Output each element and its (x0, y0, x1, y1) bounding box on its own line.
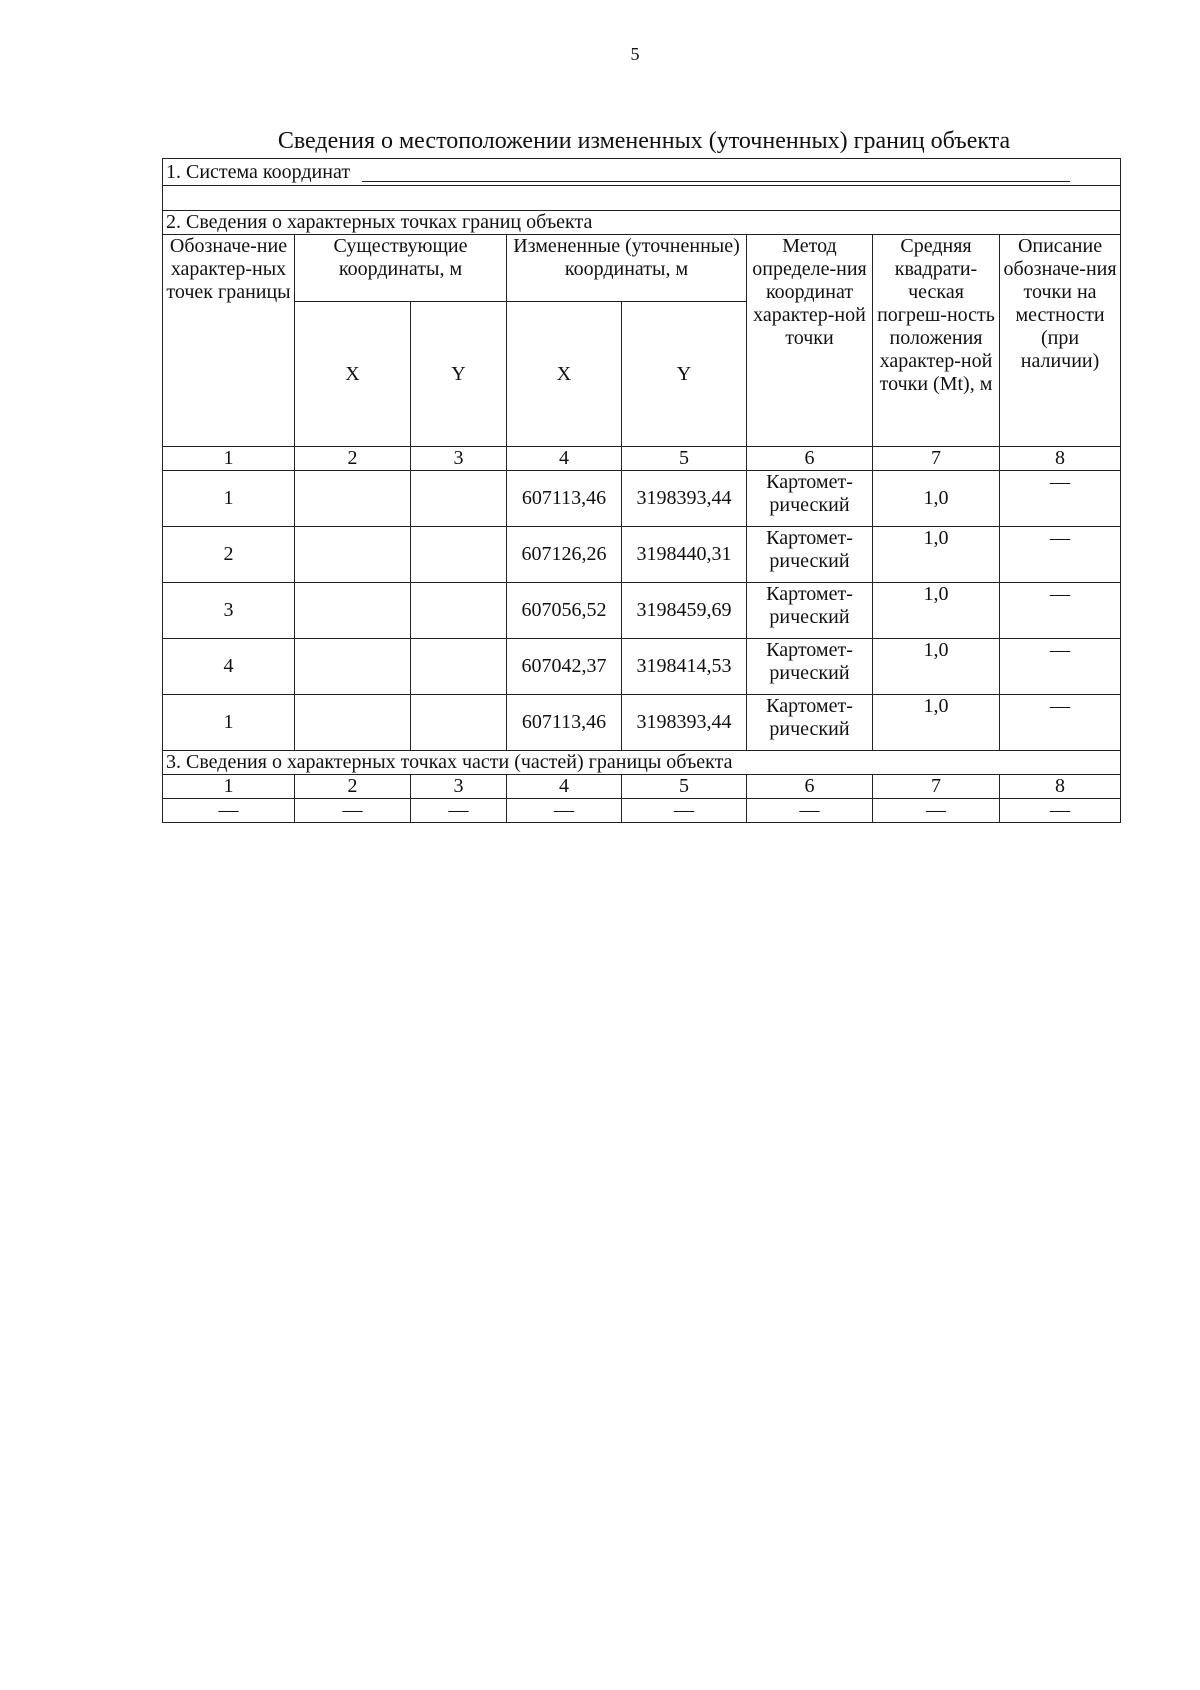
point-designation: 1 (163, 471, 295, 527)
point-designation: 1 (163, 695, 295, 751)
existing-x-cell (295, 527, 411, 583)
header-designation: Обозначе-ние характер-ных точек границы (163, 235, 295, 447)
changed-y-cell: 3198440,31 (622, 527, 747, 583)
header-existing-x: X (295, 302, 411, 447)
method-cell: Картомет-рический (747, 639, 873, 695)
existing-y-cell (411, 695, 507, 751)
changed-x-cell: 607126,26 (507, 527, 622, 583)
dash-cell: — (622, 799, 747, 823)
section-3-row (163, 751, 1121, 775)
table-row (163, 527, 1121, 583)
column-number: 5 (622, 775, 747, 799)
column-number: 4 (507, 775, 622, 799)
error-cell: 1,0 (873, 471, 1000, 527)
header-changed-x: X (507, 302, 622, 447)
header-existing-y: Y (411, 302, 507, 447)
description-cell: — (1000, 639, 1121, 695)
column-number: 8 (1000, 447, 1121, 471)
description-cell: — (1000, 471, 1121, 527)
dash-cell: — (411, 799, 507, 823)
header-method: Метод определе-ния координат характер-ной точки (747, 235, 873, 447)
changed-x-cell: 607042,37 (507, 639, 622, 695)
column-numbers-row (163, 447, 1121, 471)
changed-y-cell: 3198459,69 (622, 583, 747, 639)
existing-y-cell (411, 639, 507, 695)
method-cell: Картомет-рический (747, 583, 873, 639)
dash-cell: — (295, 799, 411, 823)
changed-x-cell: 607113,46 (507, 471, 622, 527)
existing-y-cell (411, 471, 507, 527)
method-cell: Картомет-рический (747, 527, 873, 583)
error-cell: 1,0 (873, 527, 1000, 583)
table-row (163, 471, 1121, 527)
coordinate-system-cell (163, 159, 1121, 186)
method-cell: Картомет-рический (747, 471, 873, 527)
existing-y-cell (411, 527, 507, 583)
section-3-column-numbers-row (163, 775, 1121, 799)
header-changed-coords: Измененные (уточненные) координаты, м (507, 235, 747, 302)
column-number: 8 (1000, 775, 1121, 799)
error-cell: 1,0 (873, 695, 1000, 751)
description-cell: — (1000, 695, 1121, 751)
column-number: 1 (163, 447, 295, 471)
point-designation: 4 (163, 639, 295, 695)
header-description: Описание обозначе-ния точки на местности (при наличии) (1000, 235, 1121, 447)
changed-x-cell: 607056,52 (507, 583, 622, 639)
existing-x-cell (295, 639, 411, 695)
column-number: 3 (411, 775, 507, 799)
header-row (163, 235, 1121, 302)
section-2-row (163, 211, 1121, 235)
dash-cell: — (1000, 799, 1121, 823)
column-number: 3 (411, 447, 507, 471)
header-error: Средняя квадрати-ческая погреш-ность положения характер-ной точки (Mt), м (873, 235, 1000, 447)
changed-y-cell: 3198414,53 (622, 639, 747, 695)
column-number: 5 (622, 447, 747, 471)
header-existing-coords: Существующие координаты, м (295, 235, 507, 302)
section-2-label: 2. Сведения о характерных точках границ объекта (163, 211, 1121, 235)
table-row (163, 583, 1121, 639)
boundary-points-table (162, 158, 1121, 823)
existing-x-cell (295, 471, 411, 527)
coordinate-system-value (163, 186, 1121, 211)
column-number: 2 (295, 775, 411, 799)
description-cell: — (1000, 527, 1121, 583)
existing-x-cell (295, 695, 411, 751)
point-designation: 3 (163, 583, 295, 639)
header-changed-y: Y (622, 302, 747, 447)
dash-cell: — (163, 799, 295, 823)
changed-y-cell: 3198393,44 (622, 471, 747, 527)
error-cell: 1,0 (873, 583, 1000, 639)
section-1-label: 1. Система координат (166, 160, 351, 183)
column-number: 6 (747, 775, 873, 799)
section-1-blank-row (163, 186, 1121, 211)
method-cell: Картомет-рический (747, 695, 873, 751)
dash-cell: — (507, 799, 622, 823)
changed-x-cell: 607113,46 (507, 695, 622, 751)
column-number: 2 (295, 447, 411, 471)
table-row (163, 695, 1121, 751)
point-designation: 2 (163, 527, 295, 583)
document-title: Сведения о местоположении измененных (уточненных) границ объекта (277, 128, 1011, 154)
dash-cell: — (873, 799, 1000, 823)
section-1-row (163, 159, 1121, 186)
coordinate-system-line (362, 163, 1070, 182)
description-cell: — (1000, 583, 1121, 639)
error-cell: 1,0 (873, 639, 1000, 695)
column-number: 1 (163, 775, 295, 799)
section-3-dash-row (163, 799, 1121, 823)
page-number: 5 (630, 44, 640, 64)
column-number: 7 (873, 447, 1000, 471)
section-3-label: 3. Сведения о характерных точках части (частей) границы объекта (163, 751, 1121, 775)
column-number: 6 (747, 447, 873, 471)
column-number: 7 (873, 775, 1000, 799)
changed-y-cell: 3198393,44 (622, 695, 747, 751)
existing-y-cell (411, 583, 507, 639)
column-number: 4 (507, 447, 622, 471)
existing-x-cell (295, 583, 411, 639)
table-row (163, 639, 1121, 695)
dash-cell: — (747, 799, 873, 823)
